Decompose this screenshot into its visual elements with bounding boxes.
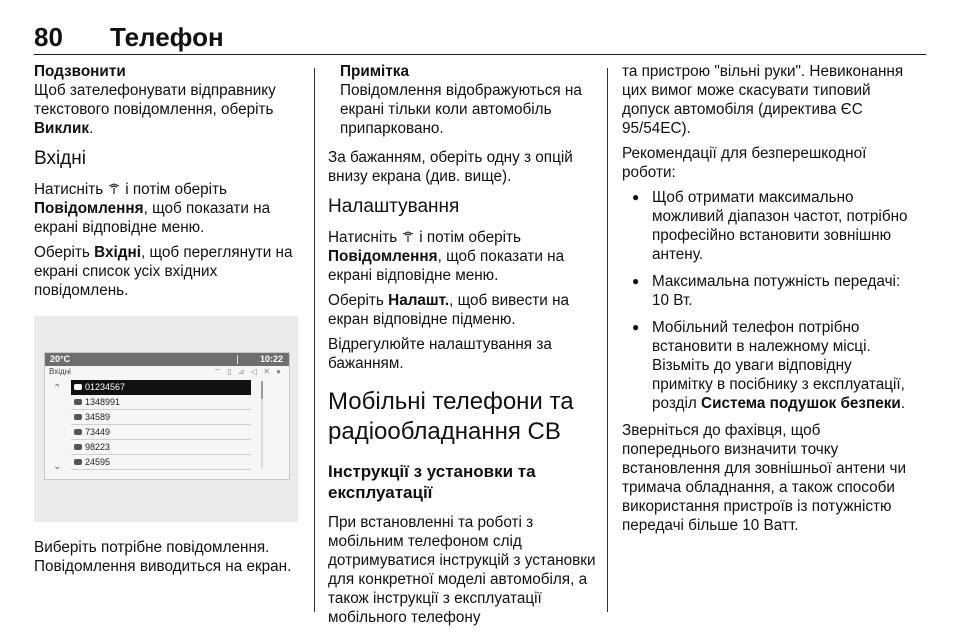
messages-option: Повідомлення <box>34 200 144 217</box>
menu-icon <box>401 231 415 243</box>
message-number: 1348991 <box>85 397 121 407</box>
column-middle <box>328 62 596 633</box>
list-item: ● Максимальна потужність передачі: 10 Вт. <box>622 272 908 310</box>
message-item[interactable] <box>71 425 251 440</box>
paragraph: За бажанням, оберіть одну з опцій внизу екрана (див. вище). <box>328 149 573 185</box>
text: . <box>900 395 906 412</box>
text: , щоб показати на екрані відповідне меню. <box>34 200 271 236</box>
settings-heading: Налаштування <box>328 196 460 217</box>
message-icon <box>74 429 82 435</box>
paragraph: Рекомендації для безперешкодної роботи: <box>622 145 867 181</box>
messages-option: Повідомлення <box>328 248 438 265</box>
paragraph: Виберіть потрібне повідомлення. Повідомлення виводиться на екран. <box>34 539 292 575</box>
list-item <box>622 318 908 413</box>
column-right <box>622 62 908 541</box>
column-divider <box>607 68 608 612</box>
inbox-screenshot <box>34 316 298 522</box>
status-bar <box>45 353 289 366</box>
settings-option: Налашт. <box>388 292 450 309</box>
text: , щоб переглянути на екрані список усіх вхідних повідомлень. <box>34 244 293 299</box>
text: , щоб показати на екрані відповідне меню. <box>328 248 565 284</box>
callback-option: Виклик <box>34 120 90 137</box>
page-title: Телефон <box>110 22 224 52</box>
column-divider <box>314 68 315 612</box>
note-text: Повідомлення відображуються на екрані тільки коли автомобіль припарковано. <box>340 82 582 137</box>
message-number: 98223 <box>85 442 111 452</box>
text: і потім оберіть <box>419 229 522 246</box>
text: , щоб вивести на екран відповідне підменю. <box>328 292 570 328</box>
message-item[interactable] <box>71 455 251 470</box>
section-reference: Система подушок безпеки <box>701 395 901 412</box>
section-heading: Мобільні телефони та радіообладнання СВ <box>328 388 574 445</box>
scroll-down-icon[interactable]: ⌄ <box>53 461 62 472</box>
message-item[interactable] <box>71 395 251 410</box>
paragraph: При встановленні та роботі з мобільним телефоном слід дотримуватися інструкцій з установки для конкретної моделі автомобіля, а також інструкції з експлуатації мобільного телефону <box>328 514 596 626</box>
text: . <box>89 120 94 137</box>
recommendations-list <box>622 188 908 413</box>
paragraph <box>328 291 596 329</box>
incoming-heading: Вхідні <box>34 148 86 169</box>
note-title: Примітка <box>340 63 409 80</box>
paragraph <box>328 228 596 285</box>
text: і потім оберіть <box>125 181 228 198</box>
page-header <box>34 22 926 54</box>
paragraph <box>34 243 302 300</box>
text: Мобільний телефон потрібно встановити в належному місці. Візьміть до уваги відповідну примітку в посібнику з експлуатації, розділ <box>652 319 905 412</box>
incoming-option: Вхідні <box>94 244 141 261</box>
message-list <box>71 380 251 470</box>
message-item[interactable] <box>71 410 251 425</box>
scrollbar[interactable] <box>261 381 263 469</box>
callback-label: Подзвонити <box>34 63 126 80</box>
message-icon <box>74 414 82 420</box>
message-icon <box>74 384 82 390</box>
screen-title: Вхідні <box>49 367 71 376</box>
callback-text <box>34 81 302 138</box>
message-number: 73449 <box>85 427 111 437</box>
header-divider <box>34 54 926 55</box>
text: Натисніть <box>328 229 398 246</box>
clock: 10:22 <box>259 354 283 364</box>
text: Натисніть <box>34 181 104 198</box>
message-item[interactable] <box>71 440 251 455</box>
message-item[interactable] <box>71 380 251 395</box>
paragraph <box>34 180 302 237</box>
status-separator <box>237 355 238 364</box>
scrollbar-thumb[interactable] <box>261 381 263 399</box>
message-icon <box>74 444 82 450</box>
message-number: 34589 <box>85 412 111 422</box>
subsection-heading: Інструкції з установки та експлуатації <box>328 462 536 502</box>
text: Оберіть <box>328 292 389 309</box>
paragraph: Зверніться до фахівця, щоб попереднього визначити точку встановлення для зовнішньої антени чи тримача обладнання, а також способи використання пристроїв із потужністю передачі більше 10 Ватт. <box>622 422 906 534</box>
message-icon <box>74 399 82 405</box>
list-item: ● Щоб отримати максимально можливий діапазон частот, потрібно професійно встановити зовнішню антену. <box>622 188 908 264</box>
page-number: 80 <box>34 22 63 52</box>
temperature: 20°C <box>50 354 71 364</box>
message-number: 24595 <box>85 457 111 467</box>
scroll-up-icon[interactable]: ⌃ <box>53 383 62 394</box>
column-left <box>34 62 302 582</box>
title-bar <box>45 366 289 377</box>
text: Щоб зателефонувати відправнику текстового повідомлення, оберіть <box>34 82 276 118</box>
paragraph: та пристрою "вільні руки". Невиконання цих вимог може скасувати типовий допуск автомобіля (директива ЄС 95/54ЕС). <box>622 63 904 137</box>
paragraph: Відрегулюйте налаштування за бажанням. <box>328 336 552 372</box>
message-icon <box>74 459 82 465</box>
status-icons: ⌔ ▯ ⊿ ◁ ✕ ● <box>213 367 283 376</box>
menu-icon <box>107 183 121 195</box>
text: Оберіть <box>34 244 95 261</box>
display <box>44 352 290 480</box>
message-number: 01234567 <box>85 382 126 392</box>
note-box <box>340 62 596 138</box>
